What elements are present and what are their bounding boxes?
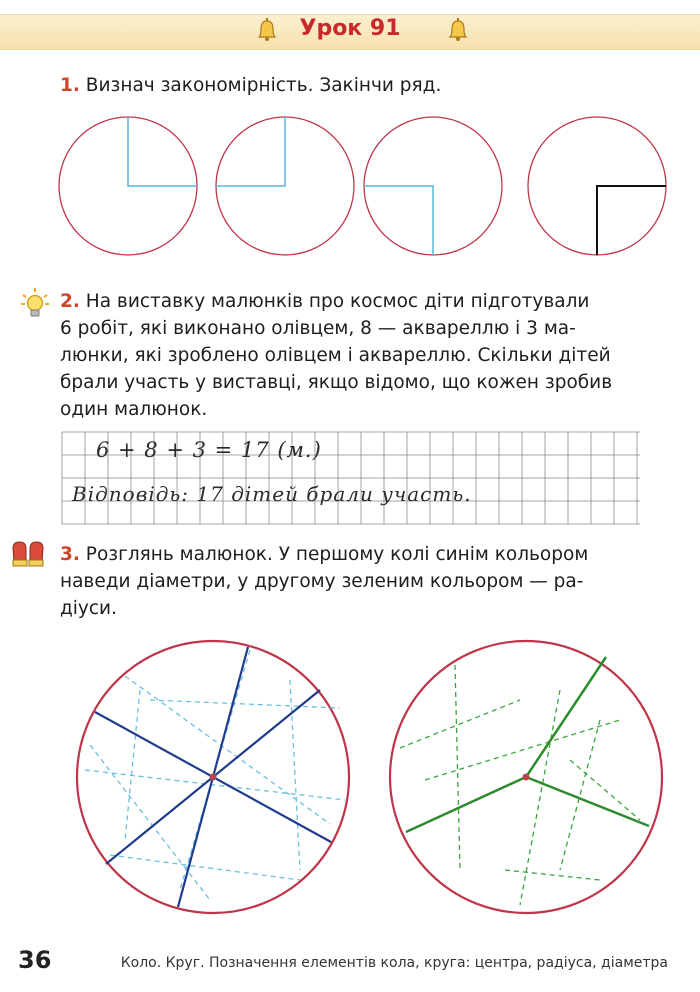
task-2-line-4: брали участь у виставці, якщо відомо, що кожен зробив (60, 372, 613, 393)
task-3-line-1: Розглянь малюнок. У першому колі синім кольором (85, 544, 589, 565)
task-3-number: 3. (60, 544, 80, 565)
handwritten-expression: 6 + 8 + 3 = 17 (м.) (96, 438, 322, 462)
task-2-line-1: На виставку малюнків про космос діти підготували (85, 291, 590, 312)
task-1-text: Визнач закономірність. Закінчи ряд. (85, 75, 442, 96)
task-2-line-2: 6 робіт, які виконано олівцем, 8 — аквареллю і 3 ма- (60, 318, 576, 339)
radii (406, 657, 649, 832)
task-2-number: 2. (60, 291, 80, 312)
task-2-line-3: люнки, які зроблено олівцем і аквареллю. Скільки дітей (60, 345, 611, 366)
radius-3 (526, 777, 649, 826)
radius-2 (406, 777, 526, 832)
radius-1 (526, 657, 606, 777)
task-3-line-3: діуси. (60, 598, 117, 619)
footer-topic: Коло. Круг. Позначення елементів кола, круга: центра, радіуса, діаметра (120, 955, 668, 971)
center-point-right (523, 774, 530, 781)
page-number: 36 (18, 946, 52, 974)
handwritten-answer: Відповідь: 17 дітей брали участь. (72, 482, 472, 506)
task-1-number: 1. (60, 75, 80, 96)
center-point-left (210, 774, 217, 781)
task-2-line-5: один малюнок. (60, 399, 208, 420)
lesson-title: Урок 91 (299, 16, 401, 41)
task-3-line-2: наведи діаметри, у другому зеленим кольором — ра- (60, 571, 584, 592)
dashed-chords-right (400, 665, 640, 905)
